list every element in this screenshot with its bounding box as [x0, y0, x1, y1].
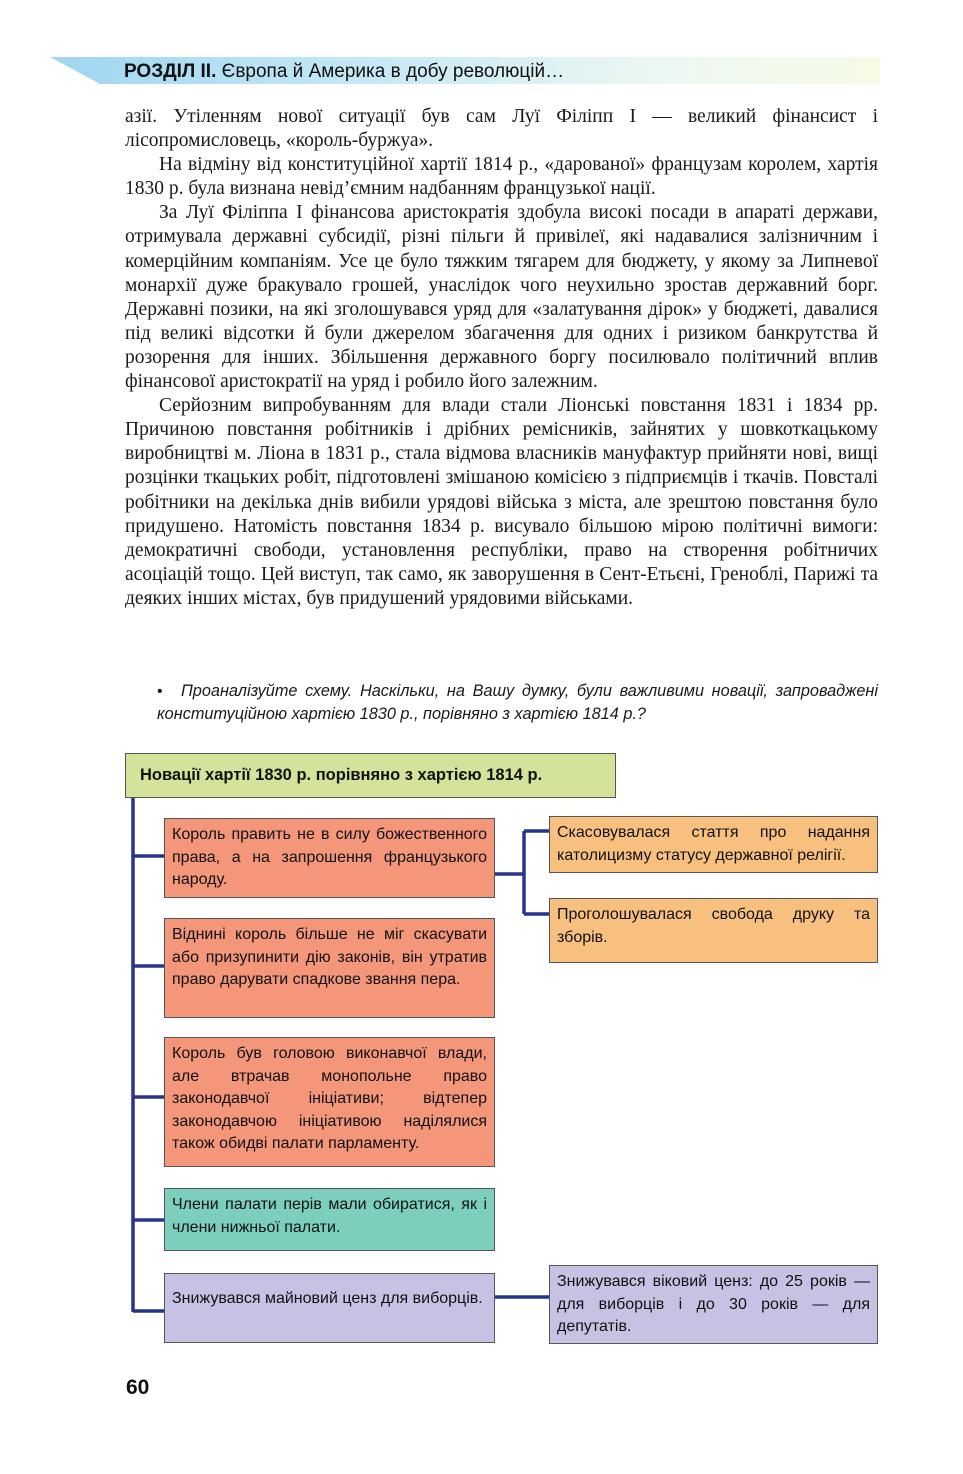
question-body: Проаналізуйте схему. Наскільки, на Вашу думку, були важливими новації, запроваджені конституційною хартією 1830 р., порівняно з хартією 1814 р.? — [157, 682, 878, 723]
novation-box-peers: Члени палати перів мали обиратися, як і члени нижньої палати. — [164, 1188, 495, 1251]
paragraph: азії. Утіленням нової ситуації був сам Луї Філіпп I — великий фінансист і лісопромисловець, «король-буржуа». — [125, 106, 878, 152]
novation-box-executive: Король був головою виконавчої влади, але втрачав монопольне право законодавчої ініціативи; відтепер законодавчою ініціативою наділялися також обидві палати парламенту. — [164, 1037, 495, 1167]
novation-box-divine-right: Король править не в силу божественного права, а на запрошення французького народу. — [164, 818, 495, 898]
novation-box-property-census: Знижувався майновий ценз для виборців. — [164, 1273, 495, 1343]
section-title: Європа й Америка в добу революцій… — [221, 61, 565, 82]
paragraph: Серйозним випробуванням для влади стали Ліонські повстання 1831 і 1834 рр. Причиною повстання робітників і дрібних ремісників, зайнятих у шовкоткацькому виробництві м. Ліона в 1831 р., стала відмова власників мануфактур прийняти нові, вищі розцінки ткацьких робіт, підготовлені змішаною комісією з підприємців і ткачів. Повсталі робітники на декілька днів вибили урядові війська з міста, але зрештою повстання було придушено. Натомість повстання 1834 р. висувало більшою мірою політичні вимоги: демократичні свободи, установлення республіки, право на створення робітничих асоціацій тощо. Цей виступ, так само, як заворушення в Сент-Етьєні, Греноблі, Парижі та деяких інших містах, був придушений урядовими військами. — [125, 395, 878, 609]
diagram-title: Новації хартії 1830 р. порівняно з хартією 1814 р. — [125, 753, 616, 798]
novation-box-religion: Скасовувалася стаття про надання католицизму статусу державної релігії. — [549, 816, 878, 873]
page-number: 60 — [126, 1376, 150, 1399]
section-label: РОЗДІЛ II. — [124, 61, 217, 82]
paragraph: На відміну від конституційної хартії 1814 р., «дарованої» французам королем, хартія 1830 р. була визнана невід’ємним надбанням французької нації. — [125, 154, 878, 200]
novation-box-press: Проголошувалася свобода друку та зборів. — [549, 898, 878, 963]
paragraph: За Луї Філіппа I фінансова аристократія здобула високі посади в апараті держави, отримувала державні субсидії, різні пільги й привілеї, які надавалися залізничним і комерційним компаніям. Усе це було тяжким тягарем для бюджету, у якому за Липневої монархії дуже бракувало грошей, унаслідок чого неухильно зростав державний борг. Державні позики, на які зголошувався уряд для «залатування дірок» у бюджеті, давалися під великі відсотки й були джерелом збагачення для одних і ризиком банкрутства й розорення для інших. Збільшення державного боргу посилювало політичний вплив фінансової аристократії на уряд і робило його залежним. — [125, 202, 878, 393]
novation-box-laws: Віднині король більше не міг скасувати або призупинити дію законів, він утратив право дарувати спадкове звання пера. — [164, 918, 495, 1018]
novation-box-age-census: Знижувався віковий ценз: до 25 років — для виборців і до 30 років — для депутатів. — [549, 1265, 878, 1344]
bullet-icon: • — [157, 683, 163, 700]
